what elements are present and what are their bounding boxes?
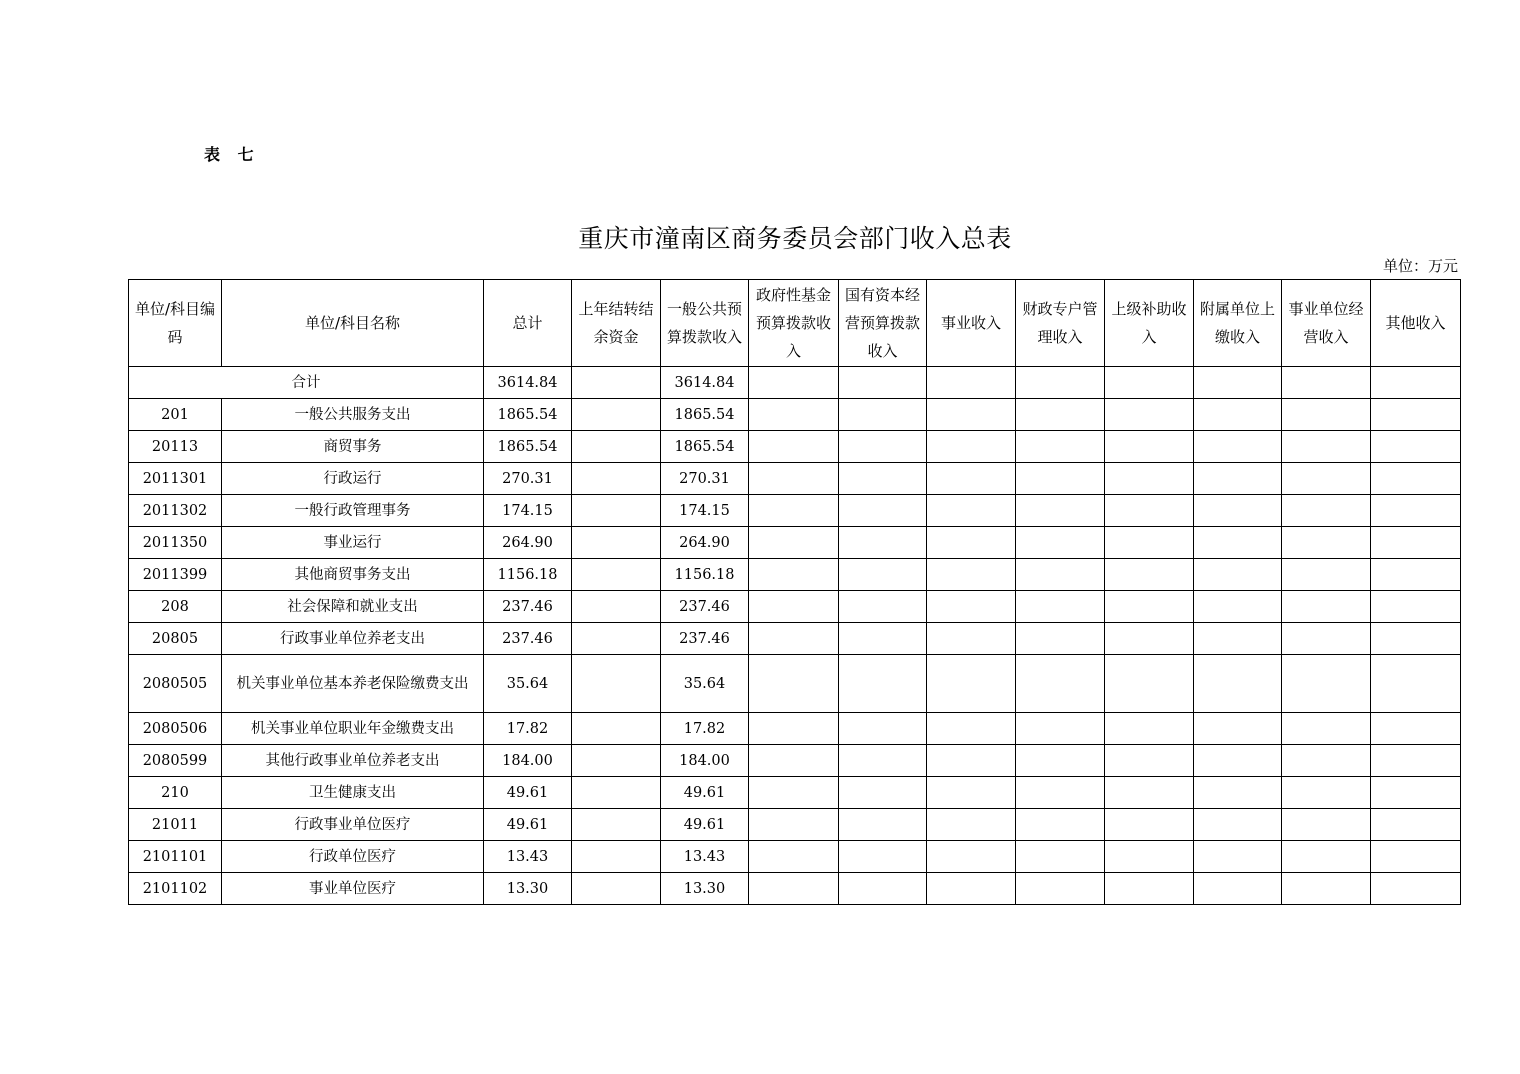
- empty-cell: [1105, 591, 1194, 623]
- general-budget-cell: 1865.54: [661, 399, 749, 431]
- carryover-cell: [572, 809, 661, 841]
- empty-cell: [1105, 495, 1194, 527]
- empty-cell: [839, 745, 927, 777]
- empty-cell: [927, 841, 1016, 873]
- empty-cell: [1105, 655, 1194, 713]
- table-row: [129, 777, 1461, 809]
- table-row: [129, 713, 1461, 745]
- empty-cell: [749, 495, 839, 527]
- total-cell: 13.30: [484, 873, 572, 905]
- carryover-cell: [572, 777, 661, 809]
- table-number: 表 七: [204, 145, 260, 164]
- table-row: [129, 873, 1461, 905]
- empty-cell: [749, 655, 839, 713]
- empty-cell: [1371, 559, 1461, 591]
- empty-cell: [927, 591, 1016, 623]
- empty-cell: [749, 873, 839, 905]
- total-cell: 49.61: [484, 777, 572, 809]
- empty-cell: [1371, 431, 1461, 463]
- empty-cell: [749, 559, 839, 591]
- empty-cell: [1016, 873, 1105, 905]
- empty-cell: [1371, 873, 1461, 905]
- empty-cell: [1371, 841, 1461, 873]
- general-budget-cell: 174.15: [661, 495, 749, 527]
- empty-cell: [1371, 745, 1461, 777]
- name-cell: 机关事业单位基本养老保险缴费支出: [222, 655, 484, 713]
- empty-cell: [927, 559, 1016, 591]
- header-cell: 总计: [484, 280, 572, 367]
- header-cell: 单位/科目编码: [129, 280, 222, 367]
- code-cell: 201: [129, 399, 222, 431]
- empty-cell: [1016, 713, 1105, 745]
- empty-cell: [1105, 399, 1194, 431]
- name-cell: 社会保障和就业支出: [222, 591, 484, 623]
- general-budget-cell: 13.30: [661, 873, 749, 905]
- empty-cell: [1105, 463, 1194, 495]
- empty-cell: [1371, 463, 1461, 495]
- general-budget-cell: 49.61: [661, 809, 749, 841]
- general-budget-cell: 184.00: [661, 745, 749, 777]
- empty-cell: [839, 841, 927, 873]
- empty-cell: [927, 745, 1016, 777]
- empty-cell: [1371, 399, 1461, 431]
- total-label: 合计: [129, 367, 484, 399]
- name-cell: 其他商贸事务支出: [222, 559, 484, 591]
- empty-cell: [1194, 745, 1282, 777]
- code-cell: 2080506: [129, 713, 222, 745]
- table-row: [129, 745, 1461, 777]
- carryover-cell: [572, 399, 661, 431]
- table-row: [129, 559, 1461, 591]
- table-row: [129, 623, 1461, 655]
- empty-cell: [927, 431, 1016, 463]
- header-cell: 上年结转结余资金: [572, 280, 661, 367]
- empty-cell: [1105, 431, 1194, 463]
- empty-cell: [749, 745, 839, 777]
- empty-cell: [1194, 463, 1282, 495]
- empty-cell: [1194, 495, 1282, 527]
- empty-cell: [927, 495, 1016, 527]
- empty-cell: [839, 463, 927, 495]
- empty-cell: [1194, 559, 1282, 591]
- empty-cell: [1282, 745, 1371, 777]
- total-cell: 1156.18: [484, 559, 572, 591]
- header-cell: 国有资本经营预算拨款收入: [839, 280, 927, 367]
- empty-cell: [1371, 367, 1461, 399]
- carryover-cell: [572, 745, 661, 777]
- empty-cell: [1282, 591, 1371, 623]
- empty-cell: [749, 841, 839, 873]
- table-row: [129, 591, 1461, 623]
- general-budget-cell: 3614.84: [661, 367, 749, 399]
- empty-cell: [839, 623, 927, 655]
- code-cell: 2011301: [129, 463, 222, 495]
- empty-cell: [1105, 527, 1194, 559]
- total-cell: 270.31: [484, 463, 572, 495]
- empty-cell: [1194, 809, 1282, 841]
- empty-cell: [1105, 809, 1194, 841]
- code-cell: 21011: [129, 809, 222, 841]
- name-cell: 其他行政事业单位养老支出: [222, 745, 484, 777]
- empty-cell: [1282, 399, 1371, 431]
- empty-cell: [927, 655, 1016, 713]
- empty-cell: [749, 367, 839, 399]
- total-cell: 184.00: [484, 745, 572, 777]
- empty-cell: [1016, 367, 1105, 399]
- empty-cell: [1016, 591, 1105, 623]
- empty-cell: [1016, 809, 1105, 841]
- code-cell: 2080505: [129, 655, 222, 713]
- empty-cell: [1371, 777, 1461, 809]
- empty-cell: [1194, 873, 1282, 905]
- carryover-cell: [572, 367, 661, 399]
- empty-cell: [749, 777, 839, 809]
- empty-cell: [927, 713, 1016, 745]
- carryover-cell: [572, 495, 661, 527]
- total-row: [129, 367, 1461, 399]
- general-budget-cell: 49.61: [661, 777, 749, 809]
- carryover-cell: [572, 655, 661, 713]
- general-budget-cell: 270.31: [661, 463, 749, 495]
- empty-cell: [927, 527, 1016, 559]
- total-cell: 264.90: [484, 527, 572, 559]
- empty-cell: [1282, 873, 1371, 905]
- name-cell: 卫生健康支出: [222, 777, 484, 809]
- general-budget-cell: 13.43: [661, 841, 749, 873]
- table-row: [129, 495, 1461, 527]
- empty-cell: [839, 713, 927, 745]
- empty-cell: [1194, 399, 1282, 431]
- empty-cell: [1371, 809, 1461, 841]
- general-budget-cell: 237.46: [661, 623, 749, 655]
- carryover-cell: [572, 591, 661, 623]
- empty-cell: [1371, 527, 1461, 559]
- empty-cell: [1282, 623, 1371, 655]
- empty-cell: [1282, 809, 1371, 841]
- empty-cell: [927, 399, 1016, 431]
- general-budget-cell: 35.64: [661, 655, 749, 713]
- name-cell: 事业运行: [222, 527, 484, 559]
- header-cell: 单位/科目名称: [222, 280, 484, 367]
- empty-cell: [749, 527, 839, 559]
- empty-cell: [839, 777, 927, 809]
- empty-cell: [839, 655, 927, 713]
- empty-cell: [1105, 623, 1194, 655]
- total-cell: 1865.54: [484, 399, 572, 431]
- empty-cell: [1016, 431, 1105, 463]
- empty-cell: [1282, 495, 1371, 527]
- name-cell: 行政运行: [222, 463, 484, 495]
- empty-cell: [839, 367, 927, 399]
- code-cell: 2101102: [129, 873, 222, 905]
- total-cell: 35.64: [484, 655, 572, 713]
- empty-cell: [927, 777, 1016, 809]
- code-cell: 2011302: [129, 495, 222, 527]
- empty-cell: [1016, 841, 1105, 873]
- empty-cell: [839, 809, 927, 841]
- empty-cell: [1105, 713, 1194, 745]
- empty-cell: [839, 399, 927, 431]
- empty-cell: [749, 591, 839, 623]
- total-cell: 1865.54: [484, 431, 572, 463]
- income-table: [128, 279, 1461, 905]
- carryover-cell: [572, 623, 661, 655]
- empty-cell: [1282, 463, 1371, 495]
- page-title: 重庆市潼南区商务委员会部门收入总表: [578, 223, 1012, 253]
- code-cell: 20805: [129, 623, 222, 655]
- empty-cell: [1194, 591, 1282, 623]
- unit-label: 单位：万元: [1382, 257, 1458, 275]
- table-body: [129, 367, 1461, 905]
- code-cell: 2101101: [129, 841, 222, 873]
- empty-cell: [1194, 431, 1282, 463]
- carryover-cell: [572, 713, 661, 745]
- empty-cell: [749, 431, 839, 463]
- empty-cell: [1016, 495, 1105, 527]
- empty-cell: [1371, 495, 1461, 527]
- total-cell: 174.15: [484, 495, 572, 527]
- code-cell: 2080599: [129, 745, 222, 777]
- empty-cell: [1194, 841, 1282, 873]
- table-row: [129, 655, 1461, 713]
- carryover-cell: [572, 527, 661, 559]
- empty-cell: [927, 463, 1016, 495]
- carryover-cell: [572, 873, 661, 905]
- code-cell: 2011399: [129, 559, 222, 591]
- header-cell: 事业收入: [927, 280, 1016, 367]
- table-row: [129, 809, 1461, 841]
- empty-cell: [839, 591, 927, 623]
- table-row: [129, 527, 1461, 559]
- total-cell: 49.61: [484, 809, 572, 841]
- empty-cell: [749, 399, 839, 431]
- empty-cell: [1016, 463, 1105, 495]
- general-budget-cell: 264.90: [661, 527, 749, 559]
- code-cell: 2011350: [129, 527, 222, 559]
- empty-cell: [1282, 777, 1371, 809]
- total-cell: 13.43: [484, 841, 572, 873]
- empty-cell: [1016, 623, 1105, 655]
- carryover-cell: [572, 431, 661, 463]
- empty-cell: [927, 367, 1016, 399]
- general-budget-cell: 1156.18: [661, 559, 749, 591]
- empty-cell: [1371, 713, 1461, 745]
- empty-cell: [1194, 367, 1282, 399]
- general-budget-cell: 1865.54: [661, 431, 749, 463]
- table-row: [129, 431, 1461, 463]
- empty-cell: [1282, 559, 1371, 591]
- header-cell: 政府性基金预算拨款收入: [749, 280, 839, 367]
- empty-cell: [1282, 841, 1371, 873]
- empty-cell: [1194, 527, 1282, 559]
- header-row: [129, 280, 1461, 367]
- empty-cell: [1105, 841, 1194, 873]
- name-cell: 一般行政管理事务: [222, 495, 484, 527]
- name-cell: 一般公共服务支出: [222, 399, 484, 431]
- empty-cell: [1016, 745, 1105, 777]
- empty-cell: [1282, 713, 1371, 745]
- name-cell: 商贸事务: [222, 431, 484, 463]
- empty-cell: [839, 431, 927, 463]
- header-cell: 一般公共预算拨款收入: [661, 280, 749, 367]
- name-cell: 行政单位医疗: [222, 841, 484, 873]
- empty-cell: [839, 527, 927, 559]
- empty-cell: [839, 559, 927, 591]
- total-cell: 237.46: [484, 591, 572, 623]
- empty-cell: [1016, 559, 1105, 591]
- code-cell: 20113: [129, 431, 222, 463]
- empty-cell: [839, 873, 927, 905]
- empty-cell: [1371, 655, 1461, 713]
- empty-cell: [1194, 623, 1282, 655]
- empty-cell: [1282, 431, 1371, 463]
- header-cell: 附属单位上缴收入: [1194, 280, 1282, 367]
- empty-cell: [927, 809, 1016, 841]
- empty-cell: [1105, 873, 1194, 905]
- empty-cell: [1194, 713, 1282, 745]
- code-cell: 210: [129, 777, 222, 809]
- name-cell: 行政事业单位养老支出: [222, 623, 484, 655]
- empty-cell: [1016, 777, 1105, 809]
- empty-cell: [1282, 367, 1371, 399]
- total-cell: 17.82: [484, 713, 572, 745]
- carryover-cell: [572, 463, 661, 495]
- header-cell: 事业单位经营收入: [1282, 280, 1371, 367]
- table-row: [129, 463, 1461, 495]
- empty-cell: [1105, 367, 1194, 399]
- carryover-cell: [572, 841, 661, 873]
- empty-cell: [839, 495, 927, 527]
- empty-cell: [927, 623, 1016, 655]
- table-row: [129, 841, 1461, 873]
- total-cell: 3614.84: [484, 367, 572, 399]
- empty-cell: [1371, 623, 1461, 655]
- name-cell: 行政事业单位医疗: [222, 809, 484, 841]
- empty-cell: [1282, 527, 1371, 559]
- empty-cell: [749, 623, 839, 655]
- total-cell: 237.46: [484, 623, 572, 655]
- header-cell: 其他收入: [1371, 280, 1461, 367]
- header-cell: 上级补助收入: [1105, 280, 1194, 367]
- table-row: [129, 399, 1461, 431]
- empty-cell: [1016, 655, 1105, 713]
- empty-cell: [1194, 655, 1282, 713]
- empty-cell: [1105, 745, 1194, 777]
- empty-cell: [749, 809, 839, 841]
- header-cell: 财政专户管理收入: [1016, 280, 1105, 367]
- general-budget-cell: 17.82: [661, 713, 749, 745]
- empty-cell: [1105, 777, 1194, 809]
- carryover-cell: [572, 559, 661, 591]
- empty-cell: [1016, 399, 1105, 431]
- empty-cell: [1194, 777, 1282, 809]
- empty-cell: [749, 463, 839, 495]
- general-budget-cell: 237.46: [661, 591, 749, 623]
- empty-cell: [1105, 559, 1194, 591]
- empty-cell: [749, 713, 839, 745]
- code-cell: 208: [129, 591, 222, 623]
- name-cell: 事业单位医疗: [222, 873, 484, 905]
- empty-cell: [1282, 655, 1371, 713]
- name-cell: 机关事业单位职业年金缴费支出: [222, 713, 484, 745]
- empty-cell: [1371, 591, 1461, 623]
- empty-cell: [1016, 527, 1105, 559]
- empty-cell: [927, 873, 1016, 905]
